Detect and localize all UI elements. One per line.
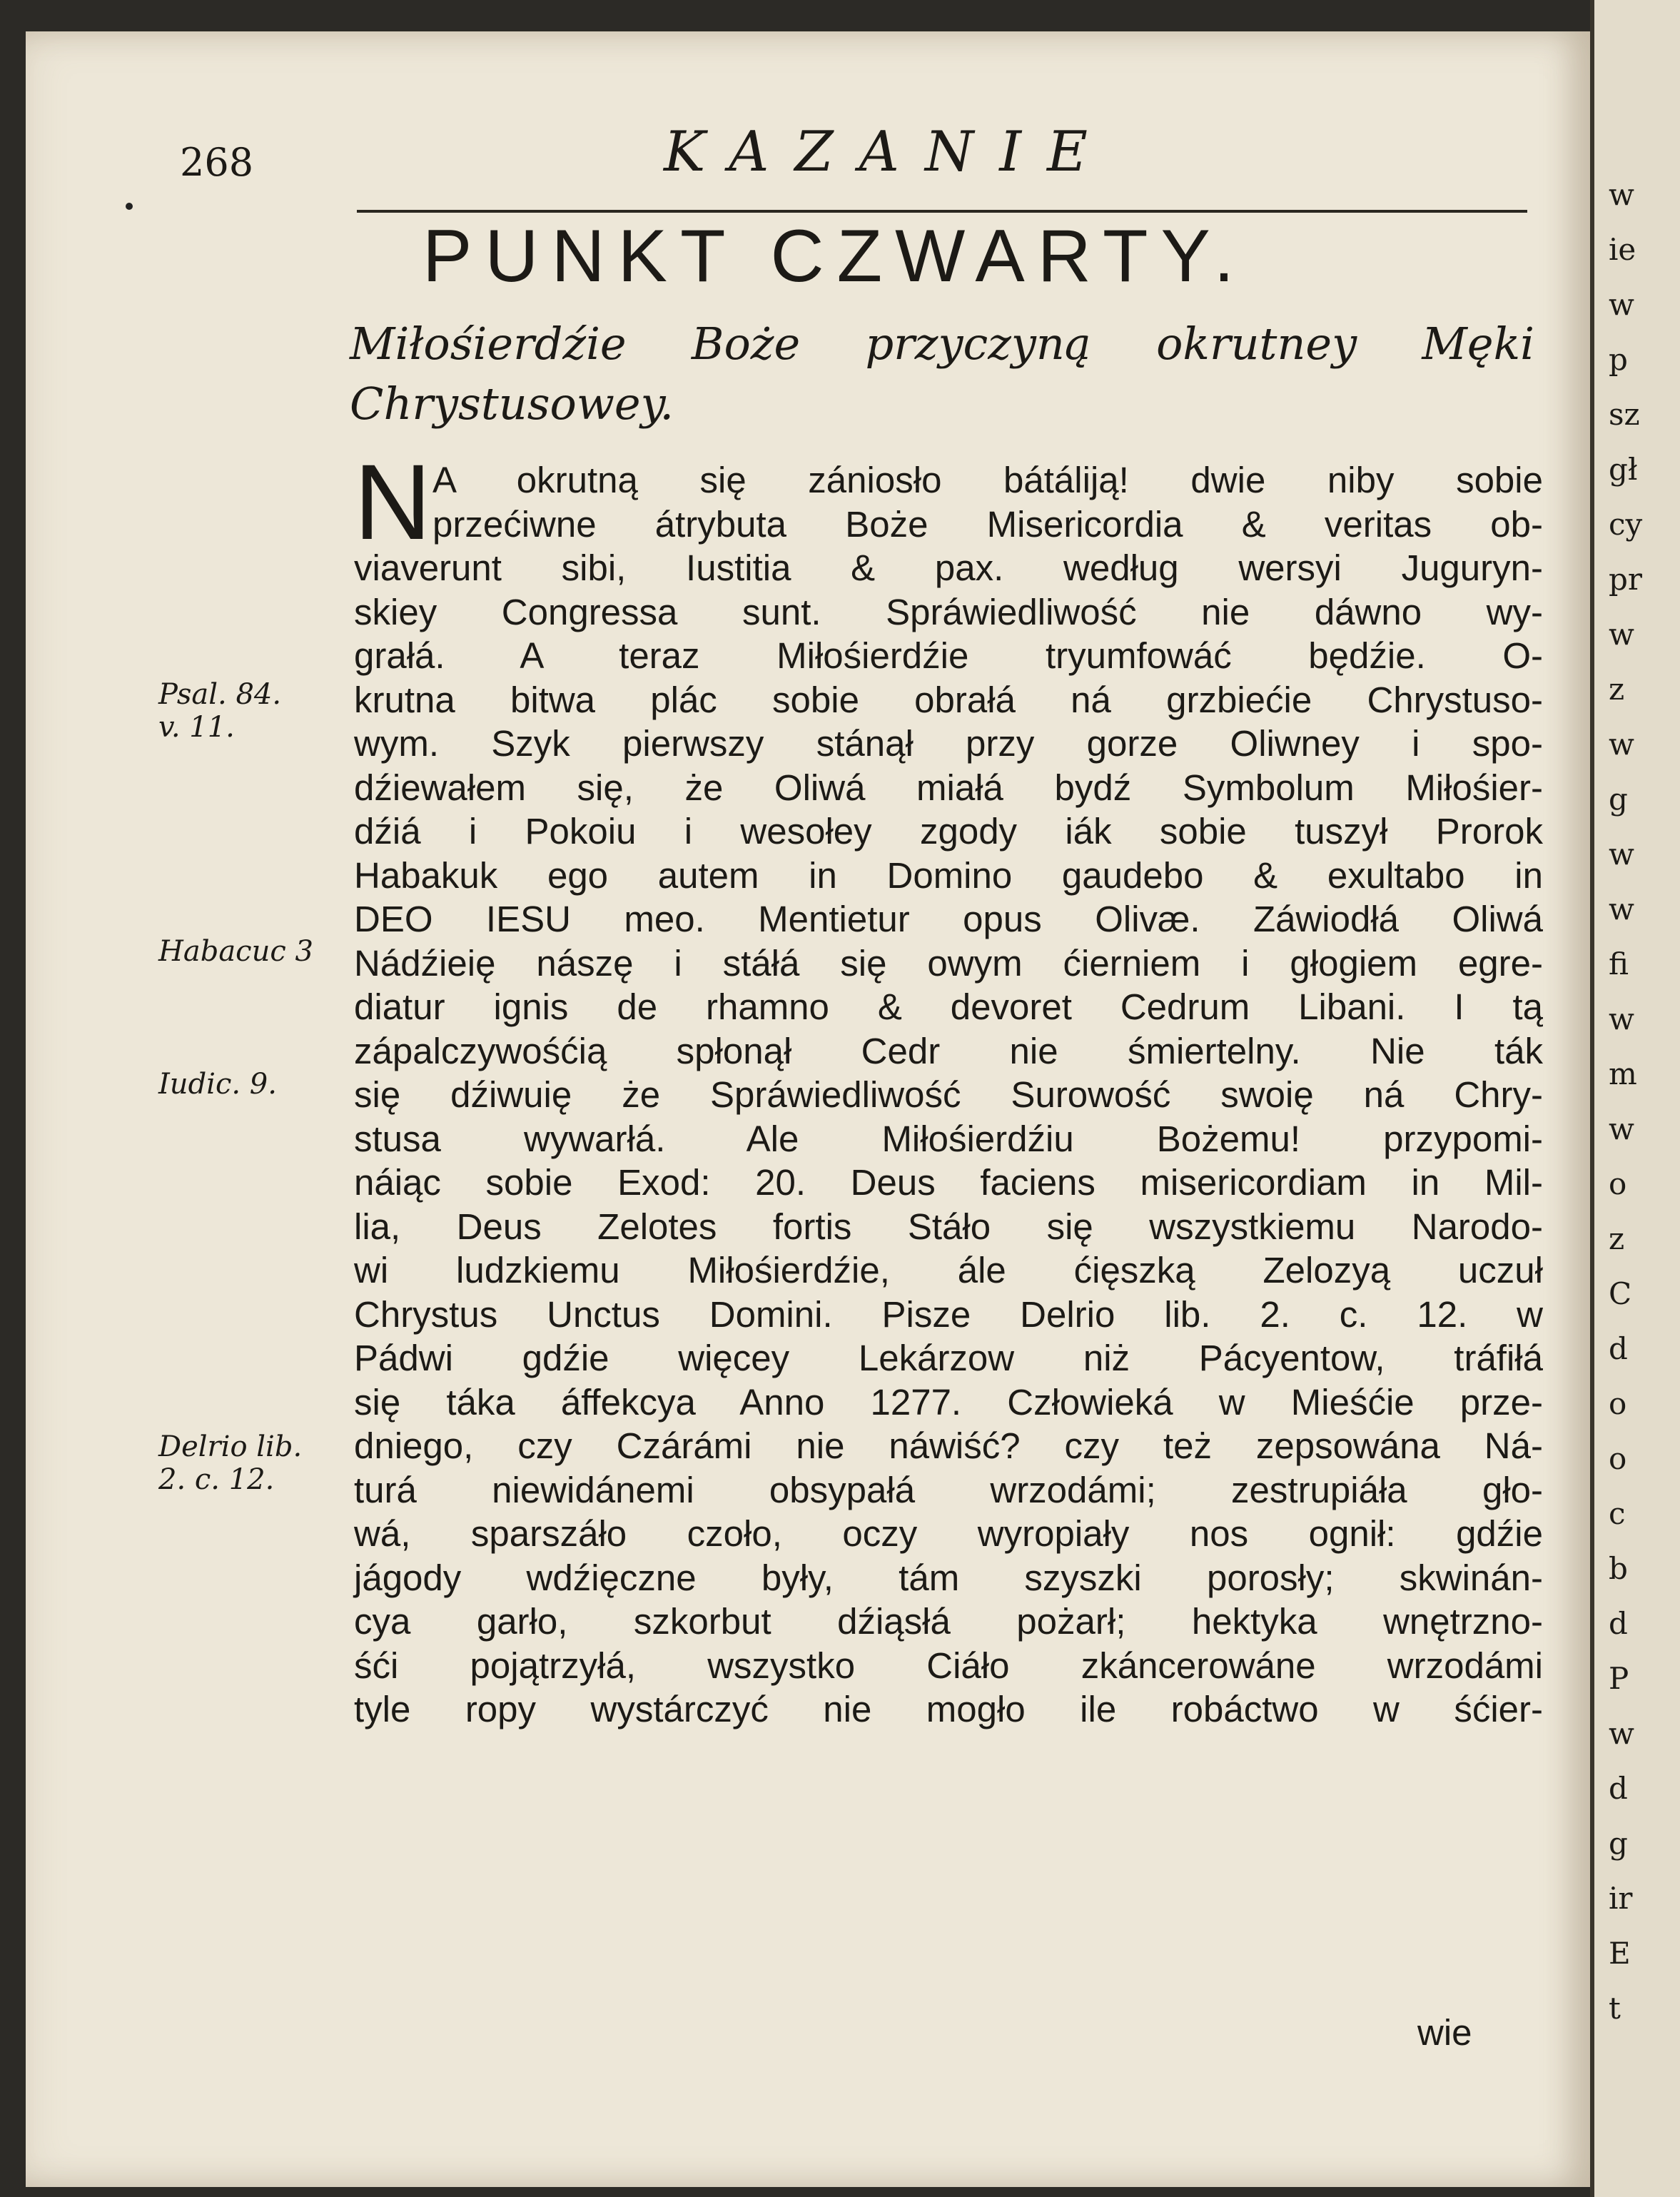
facing-page-fragment: d (1609, 1771, 1628, 1806)
facing-page-fragment: m (1609, 1056, 1637, 1091)
body-line: dniego, czy Czárámi nie náwiść? czy też zepsowána Ná- (354, 1425, 1543, 1466)
margin-note-psalm: Psal. 84. v. 11. (158, 678, 282, 744)
body-line: DEO IESU meo. Mentietur opus Olivæ. Záwiodłá Oliwá (354, 899, 1543, 939)
facing-page-fragment: cy (1609, 507, 1643, 542)
facing-page-fragment: E (1609, 1936, 1631, 1971)
body-line: stusa wywarłá. Ale Miłośierdźiu Bożemu! przypomi- (354, 1118, 1543, 1159)
facing-page-fragment: o (1609, 1386, 1627, 1421)
ink-dot (126, 203, 133, 210)
body-line: tyle ropy wystárczyć nie mogło ile robáctwo w śćier- (354, 1689, 1543, 1729)
body-line: A okrutną się zániosło bátáliją! dwie niby sobie (432, 460, 1543, 500)
facing-page-fragment: o (1609, 1166, 1627, 1201)
catchword: wie (1417, 2012, 1472, 2053)
facing-page-fragment: w (1609, 837, 1634, 872)
body-line: turá niewidánemi obsypałá wrzodámi; zestrupiáła gło- (354, 1469, 1543, 1510)
body-line: viaverunt sibi, Iustitia & pax. według wersyi Juguryn- (354, 547, 1543, 588)
body-line: dźiewałem się, że Oliwá miałá bydź Symbolum Miłośier- (354, 767, 1543, 808)
facing-page-fragment: fi (1609, 946, 1629, 981)
body-line: Pádwi gdźie więcey Lekárzow niż Pácyentow, tráfiłá (354, 1338, 1543, 1378)
facing-page-fragment: o (1609, 1441, 1627, 1476)
facing-page-edge (1590, 0, 1680, 2197)
facing-page-fragment: p (1609, 342, 1628, 377)
facing-page-fragment: ie (1609, 232, 1636, 267)
facing-page-fragment: c (1609, 1496, 1626, 1531)
body-line: się táka áffekcya Anno 1277. Człowieká w Mieśćie prze- (354, 1381, 1543, 1423)
facing-page-fragment: w (1609, 1001, 1634, 1036)
margin-note-delrio: Delrio lib. 2. c. 12. (158, 1430, 303, 1496)
facing-page-fragment: w (1609, 1111, 1634, 1146)
body-line: Nádźieię nászę i stáłá się owym ćierniem i głogiem egre- (354, 942, 1543, 984)
body-line: wá, sparszáło czoło, oczy wyropiały nos ognił: gdźie (354, 1513, 1543, 1554)
facing-page-fragment: pr (1609, 562, 1642, 597)
page-number: 268 (180, 140, 254, 185)
margin-note-habacuc: Habacuc 3 (158, 935, 313, 968)
facing-page-fragment: w (1609, 617, 1634, 652)
body-line: grałá. A teraz Miłośierdźie tryumfowáć będźie. O- (354, 635, 1543, 676)
margin-note-iudic: Iudic. 9. (158, 1068, 277, 1101)
subtitle-line-1: Miłośierdźie Boże przyczyną okrutney Męki (350, 318, 1534, 370)
body-line: jágody wdźięczne były, tám szyszki porosły; skwinán- (354, 1557, 1543, 1598)
facing-page-fragment: C (1609, 1276, 1632, 1311)
body-line: zápalczywośćią spłonął Cedr nie śmiertelny. Nie ták (354, 1030, 1543, 1071)
body-line: dźiá i Pokoiu i wesołey zgody iák sobie tuszył Prorok (354, 811, 1543, 852)
body-line: się dźiwuię że Spráwiedliwość Surowość swoię ná Chry- (354, 1074, 1543, 1115)
body-line: lia, Deus Zelotes fortis Stáło się wszystkiemu Narodo- (354, 1206, 1543, 1247)
body-line: wym. Szyk pierwszy stánął przy gorze Oliwney i spo- (354, 723, 1543, 764)
body-line: diatur ignis de rhamno & devoret Cedrum Libani. I tą (354, 986, 1543, 1027)
facing-page-fragment: g (1609, 1826, 1628, 1861)
body-line: Habakuk ego autem in Domino gaudebo & exultabo in (354, 854, 1543, 896)
facing-page-fragment: ir (1609, 1881, 1633, 1916)
body-line: skiey Congressa sunt. Spráwiedliwość nie dáwno wy- (354, 591, 1543, 632)
section-subtitle (350, 314, 1534, 434)
facing-page-fragment: P (1609, 1661, 1629, 1696)
header-rule (357, 210, 1527, 213)
body-line: náiąc sobie Exod: 20. Deus faciens misericordiam in Mil- (354, 1162, 1543, 1203)
body-line: krutna bitwa plác sobie obrałá ná grzbiećie Chrystuso- (354, 679, 1543, 720)
subtitle-line-2: Chrystusowey. (350, 378, 674, 430)
section-title: PUNKT CZWARTY. (422, 215, 1248, 298)
facing-page-fragment: d (1609, 1331, 1628, 1366)
running-title: KAZANIE (664, 120, 1113, 184)
body-line: cya garło, szkorbut dźiąsłá pożarł; hektyka wnętrzno- (354, 1601, 1543, 1642)
body-text (354, 458, 1543, 1732)
facing-page-fragment: w (1609, 727, 1634, 762)
drop-cap: N (354, 442, 432, 562)
body-line: wi ludzkiemu Miłośierdźie, ále ćięszką Zelozyą uczuł (354, 1250, 1543, 1291)
body-line: przećiwne átrybuta Boże Misericordia & veritas ob- (432, 503, 1543, 545)
body-line: Chrystus Unctus Domini. Pisze Delrio lib. 2. c. 12. w (354, 1293, 1543, 1335)
facing-page-fragment: z (1609, 672, 1625, 707)
facing-page-fragment: g (1609, 782, 1628, 817)
facing-page-fragment: b (1609, 1551, 1628, 1586)
facing-page-fragment: w (1609, 287, 1634, 322)
facing-page-fragment: w (1609, 1716, 1634, 1751)
facing-page-fragment: t (1609, 1991, 1621, 2026)
facing-page-fragment: w (1609, 177, 1634, 212)
facing-page-fragment: gł (1609, 452, 1638, 487)
facing-page-fragment: d (1609, 1606, 1628, 1641)
facing-page-fragment: w (1609, 892, 1634, 926)
facing-page-fragment: z (1609, 1221, 1625, 1256)
facing-page-fragment: sz (1609, 397, 1640, 432)
body-line: śći pojątrzyłá, wszystko Ciáło zkáncerowáne wrzodámi (354, 1645, 1543, 1686)
